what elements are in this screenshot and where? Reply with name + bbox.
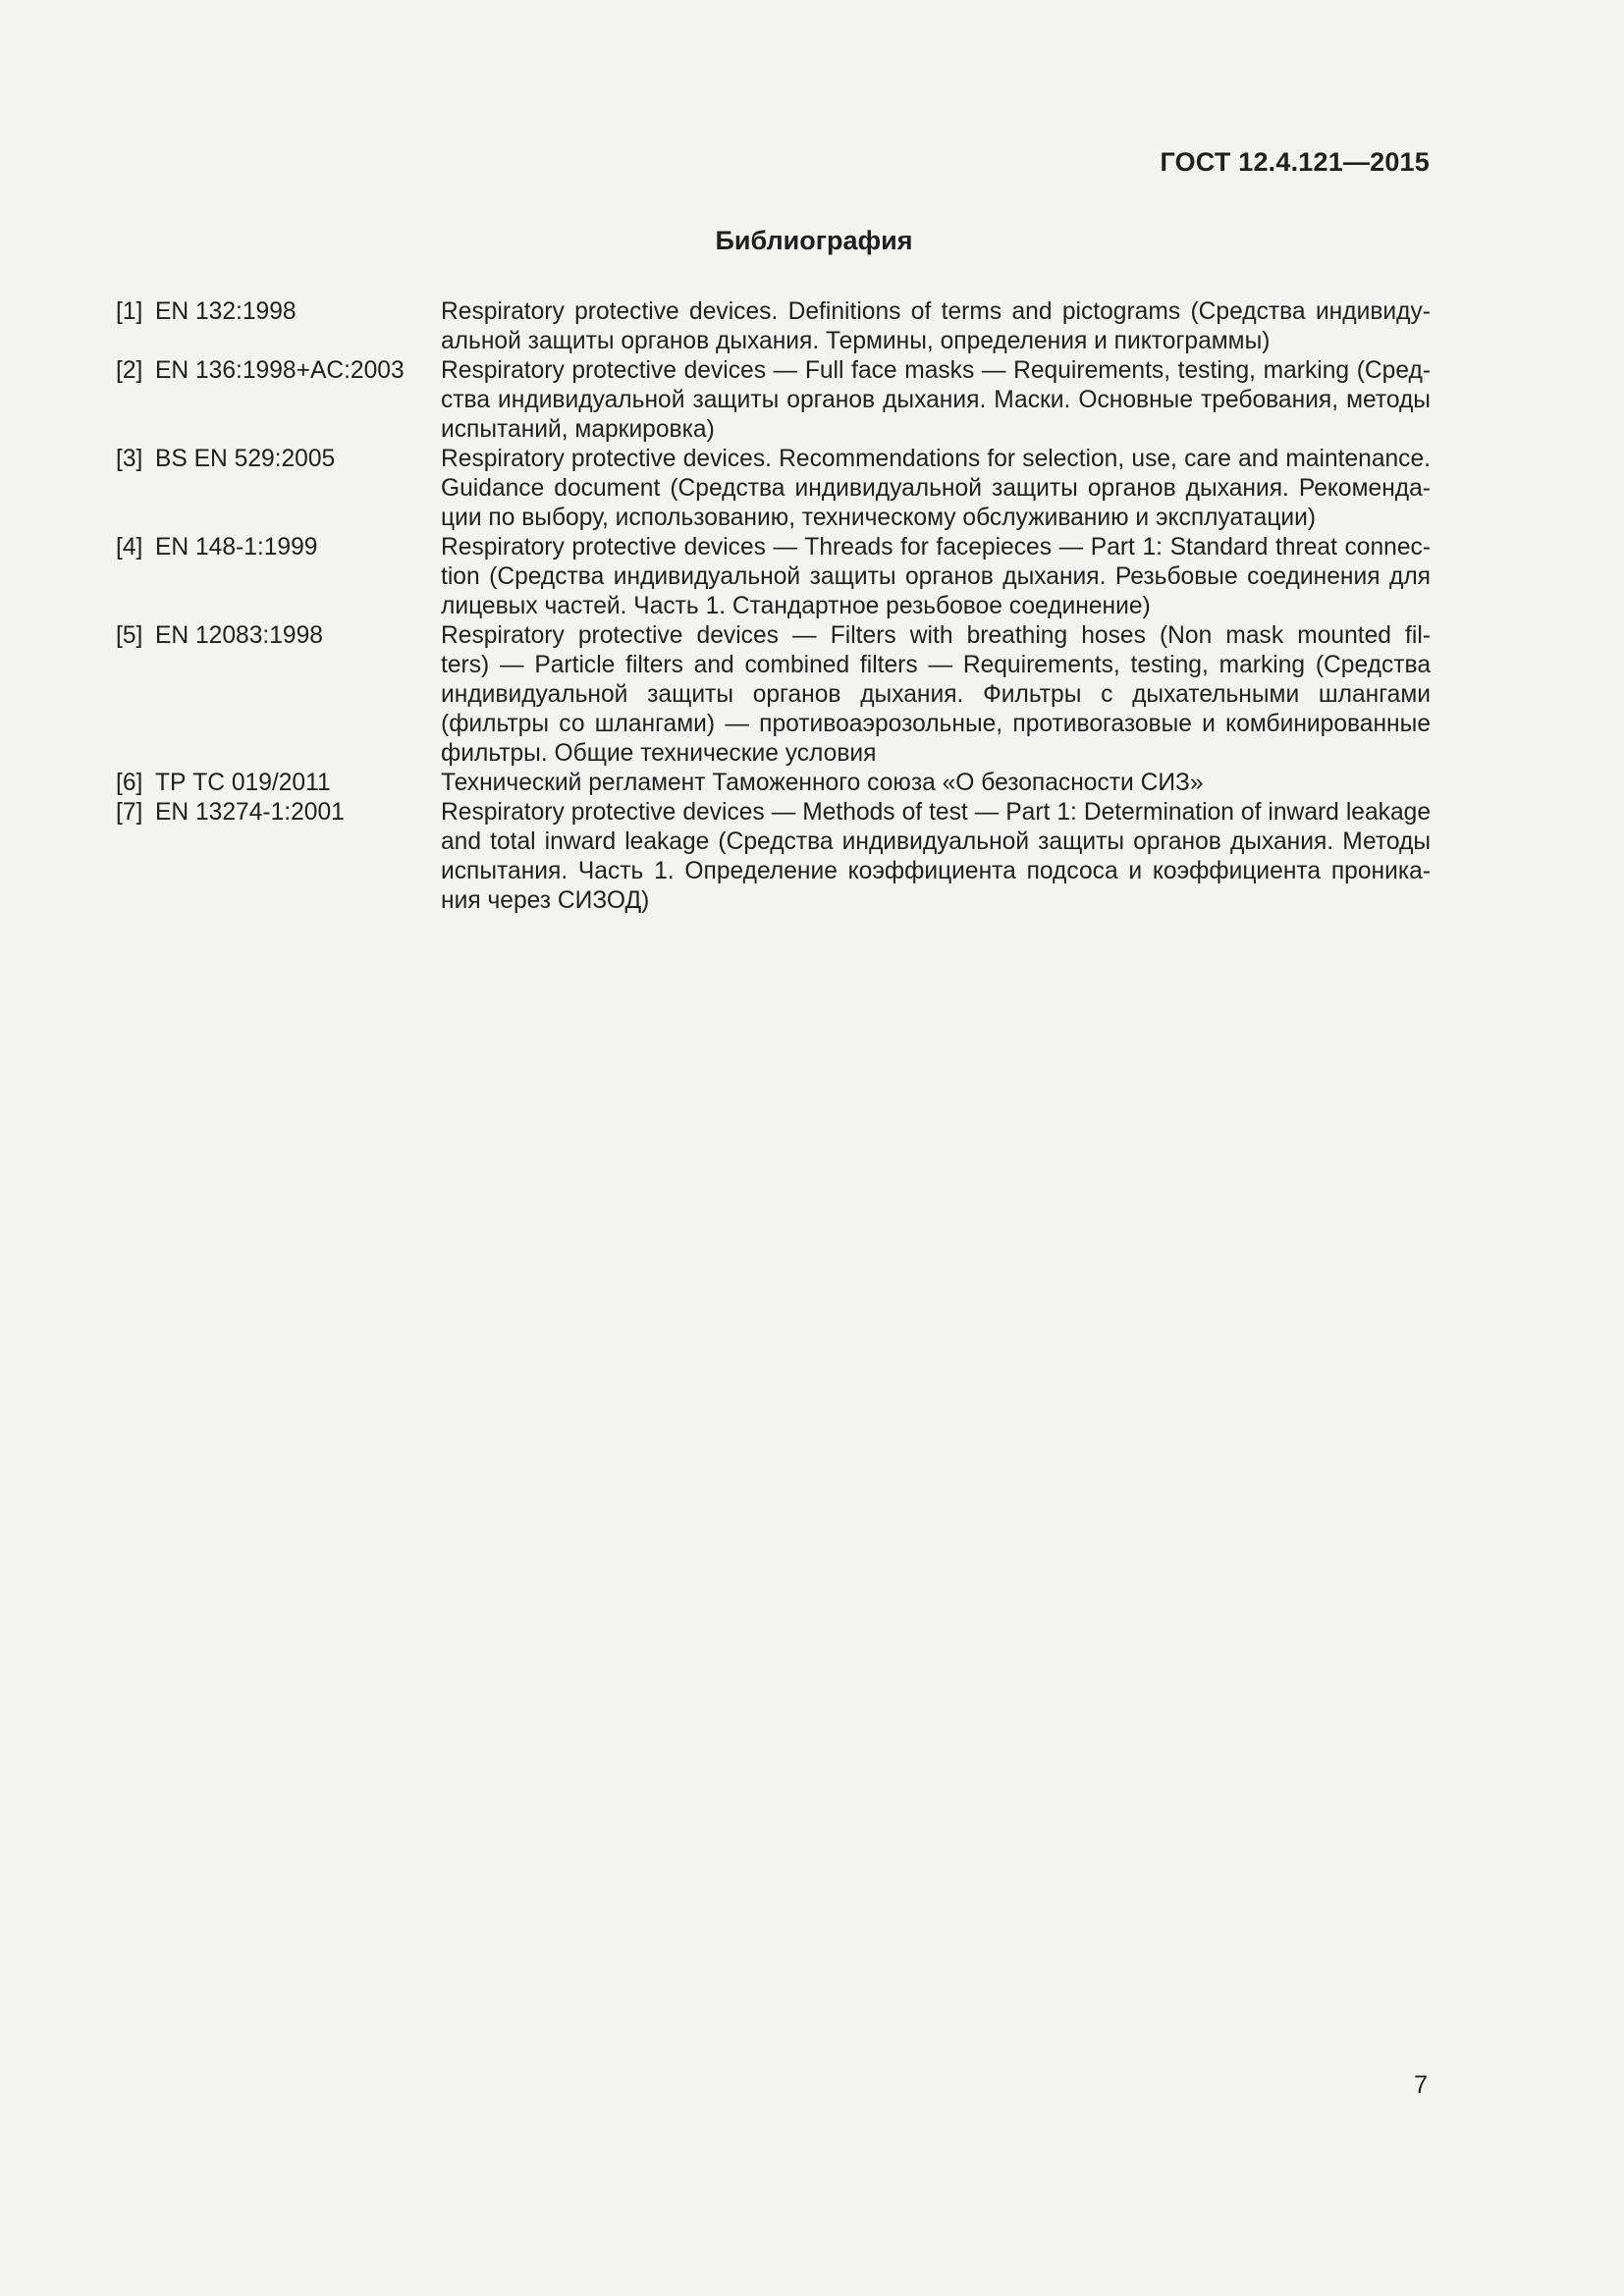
entry-description-line: испытаний, маркировка) [441, 416, 715, 443]
entry-standard-code: EN 132:1998 [155, 298, 297, 325]
entry-standard-code: EN 13274-1:2001 [155, 799, 345, 826]
entry-description-line: Respiratory protective devices — Filters with breathing hoses (Non mask mounted fil- [441, 622, 1431, 649]
entry-number: [1] [116, 298, 143, 325]
bibliography-entry [116, 621, 1431, 769]
bibliography-entry [116, 533, 1431, 621]
entry-description [441, 297, 1431, 356]
entry-description-line: ства индивидуальной защиты органов дыхания. Маски. Основные требования, методы [441, 387, 1431, 413]
bibliography-entry [116, 445, 1431, 533]
entry-description [441, 445, 1431, 533]
bibliography-entry [116, 798, 1431, 916]
entry-description-line: испытания. Часть 1. Определение коэффициента подсоса и коэффициента проника- [441, 858, 1431, 884]
entry-standard-code: EN 12083:1998 [155, 622, 323, 649]
entry-description-line: Respiratory protective devices. Recommendations for selection, use, care and maintenance. [441, 446, 1431, 472]
bibliography-title: Библиография [715, 226, 913, 255]
entry-description-line: Respiratory protective devices. Definitions of terms and pictograms (Средства индивиду- [441, 298, 1431, 325]
entry-number: [5] [116, 622, 143, 649]
entry-standard-code: EN 148-1:1999 [155, 534, 318, 561]
entry-description-line: Respiratory protective devices — Full face masks — Requirements, testing, marking (Сред- [441, 357, 1431, 384]
entry-description-line: ния через СИЗОД) [441, 887, 650, 914]
page-number: 7 [1414, 2071, 1428, 2099]
entry-description-line: Технический регламент Таможенного союза «О безопасности СИЗ» [441, 770, 1204, 796]
entry-description [441, 798, 1431, 916]
entry-standard-code: BS EN 529:2005 [155, 446, 336, 472]
bibliography-entry [116, 297, 1431, 356]
standard-code-header: ГОСТ 12.4.121—2015 [1160, 147, 1430, 177]
entry-number: [2] [116, 357, 143, 384]
entry-description-line: лицевых частей. Часть 1. Стандартное резьбовое соединение) [441, 593, 1151, 619]
bibliography-entry [116, 769, 1431, 798]
entry-standard-code: EN 136:1998+AC:2003 [155, 357, 405, 384]
bibliography-list [116, 297, 1431, 916]
entry-description-line: and total inward leakage (Средства индивидуальной защиты органов дыхания. Методы [441, 828, 1431, 855]
entry-description-line: ters) — Particle filters and combined filters — Requirements, testing, marking (Средства [441, 652, 1431, 678]
entry-description [441, 621, 1431, 769]
entry-description-line: Respiratory protective devices — Methods of test — Part 1: Determination of inward leakage [441, 799, 1431, 826]
entry-description-line: фильтры. Общие технические условия [441, 740, 877, 767]
entry-description [441, 533, 1431, 621]
entry-number: [6] [116, 770, 143, 796]
entry-standard-code: ТР ТС 019/2011 [155, 770, 331, 796]
entry-description-line: альной защиты органов дыхания. Термины, определения и пиктограммы) [441, 328, 1271, 354]
entry-number: [4] [116, 534, 143, 561]
bibliography-entry [116, 356, 1431, 445]
entry-description [441, 769, 1431, 798]
entry-description-line: tion (Средства индивидуальной защиты органов дыхания. Резьбовые соединения для [441, 563, 1431, 590]
entry-description-line: Guidance document (Средства индивидуальной защиты органов дыхания. Рекоменда- [441, 475, 1431, 502]
entry-description-line: ции по выбору, использованию, техническому обслуживанию и эксплуатации) [441, 505, 1317, 531]
entry-description-line: (фильтры со шлангами) — противоаэрозольные, противогазовые и комбинированные [441, 711, 1431, 737]
entry-number: [7] [116, 799, 143, 826]
entry-description-line: Respiratory protective devices — Threads for facepieces — Part 1: Standard threat connec- [441, 534, 1431, 561]
entry-number: [3] [116, 446, 143, 472]
entry-description [441, 356, 1431, 445]
entry-description-line: индивидуальной защиты органов дыхания. Фильтры с дыхательными шлангами [441, 681, 1431, 708]
